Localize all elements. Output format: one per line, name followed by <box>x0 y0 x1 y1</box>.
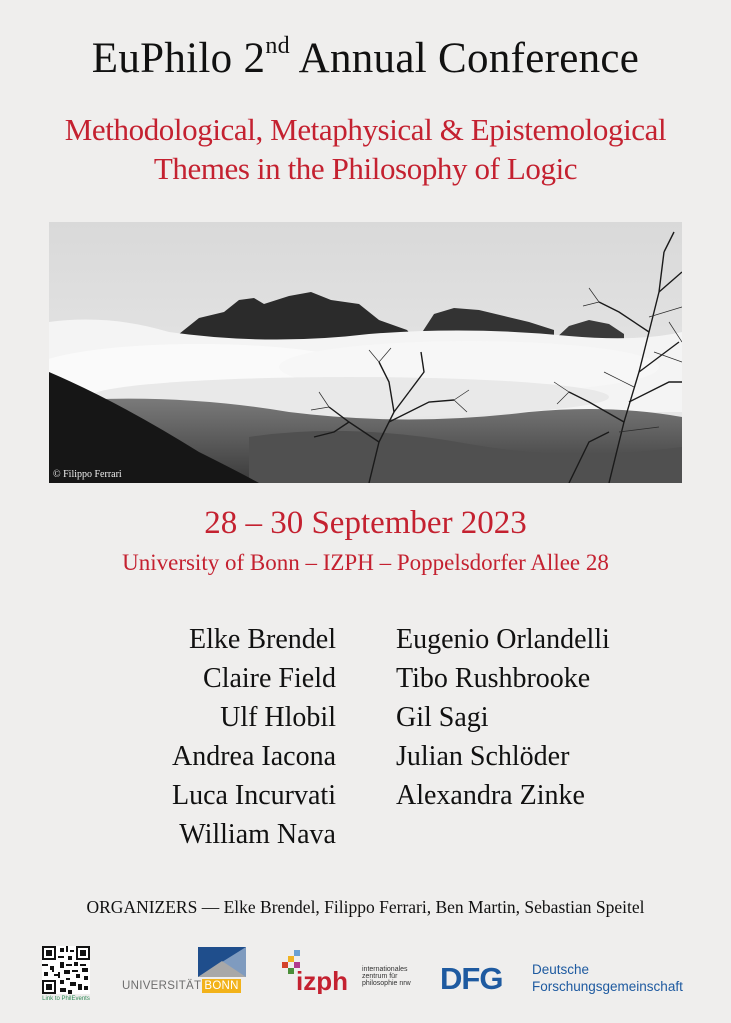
speaker-name: Luca Incurvati <box>171 780 336 811</box>
conference-title: EuPhilo 2nd Annual Conference <box>91 32 640 82</box>
svg-text:izph: izph <box>296 966 348 994</box>
mountain-photo <box>49 222 682 483</box>
speaker-name: Ulf Hlobil <box>220 702 336 733</box>
speakers-left-column <box>172 620 336 854</box>
speaker-name: Andrea Iacona <box>171 741 336 772</box>
speaker-name: Tibo Rushbrooke <box>396 663 591 694</box>
speaker-name: William Nava <box>179 819 336 850</box>
svg-text:DFG: DFG <box>440 962 503 992</box>
qr-caption: Link to PhilEvents <box>42 996 90 1002</box>
dfg-wordmark: Deutsche Forschungsgemeinschaft <box>532 962 683 994</box>
speaker-name: Julian Schlöder <box>396 741 570 772</box>
subtitle-line-2: Themes in the Philosophy of Logic <box>153 151 578 186</box>
qr-code-icon[interactable] <box>42 946 90 994</box>
organizers-line: ORGANIZERS — Elke Brendel, Filippo Ferrari, Ben Martin, Sebastian Speitel <box>86 897 645 917</box>
speaker-name: Elke Brendel <box>189 624 336 655</box>
speaker-name: Gil Sagi <box>396 702 489 733</box>
speaker-name: Eugenio Orlandelli <box>396 624 610 655</box>
event-venue: University of Bonn – IZPH – Poppelsdorfer Allee 28 <box>122 550 609 575</box>
speaker-name: Alexandra Zinke <box>396 780 585 811</box>
speakers-right-column <box>396 620 610 815</box>
photo-credit: © Filippo Ferrari <box>53 469 122 480</box>
event-dates: 28 – 30 September 2023 <box>204 505 527 541</box>
subtitle-line-1: Methodological, Metaphysical & Epistemological <box>64 112 667 147</box>
izph-subtitle: internationales zentrum für philosophie nrw <box>362 966 411 987</box>
speaker-name: Claire Field <box>203 663 336 694</box>
dfg-logo-icon <box>440 962 522 992</box>
mountain-landscape-image <box>49 222 682 483</box>
university-bonn-wordmark: UNIVERSITÄT BONN <box>122 980 239 992</box>
